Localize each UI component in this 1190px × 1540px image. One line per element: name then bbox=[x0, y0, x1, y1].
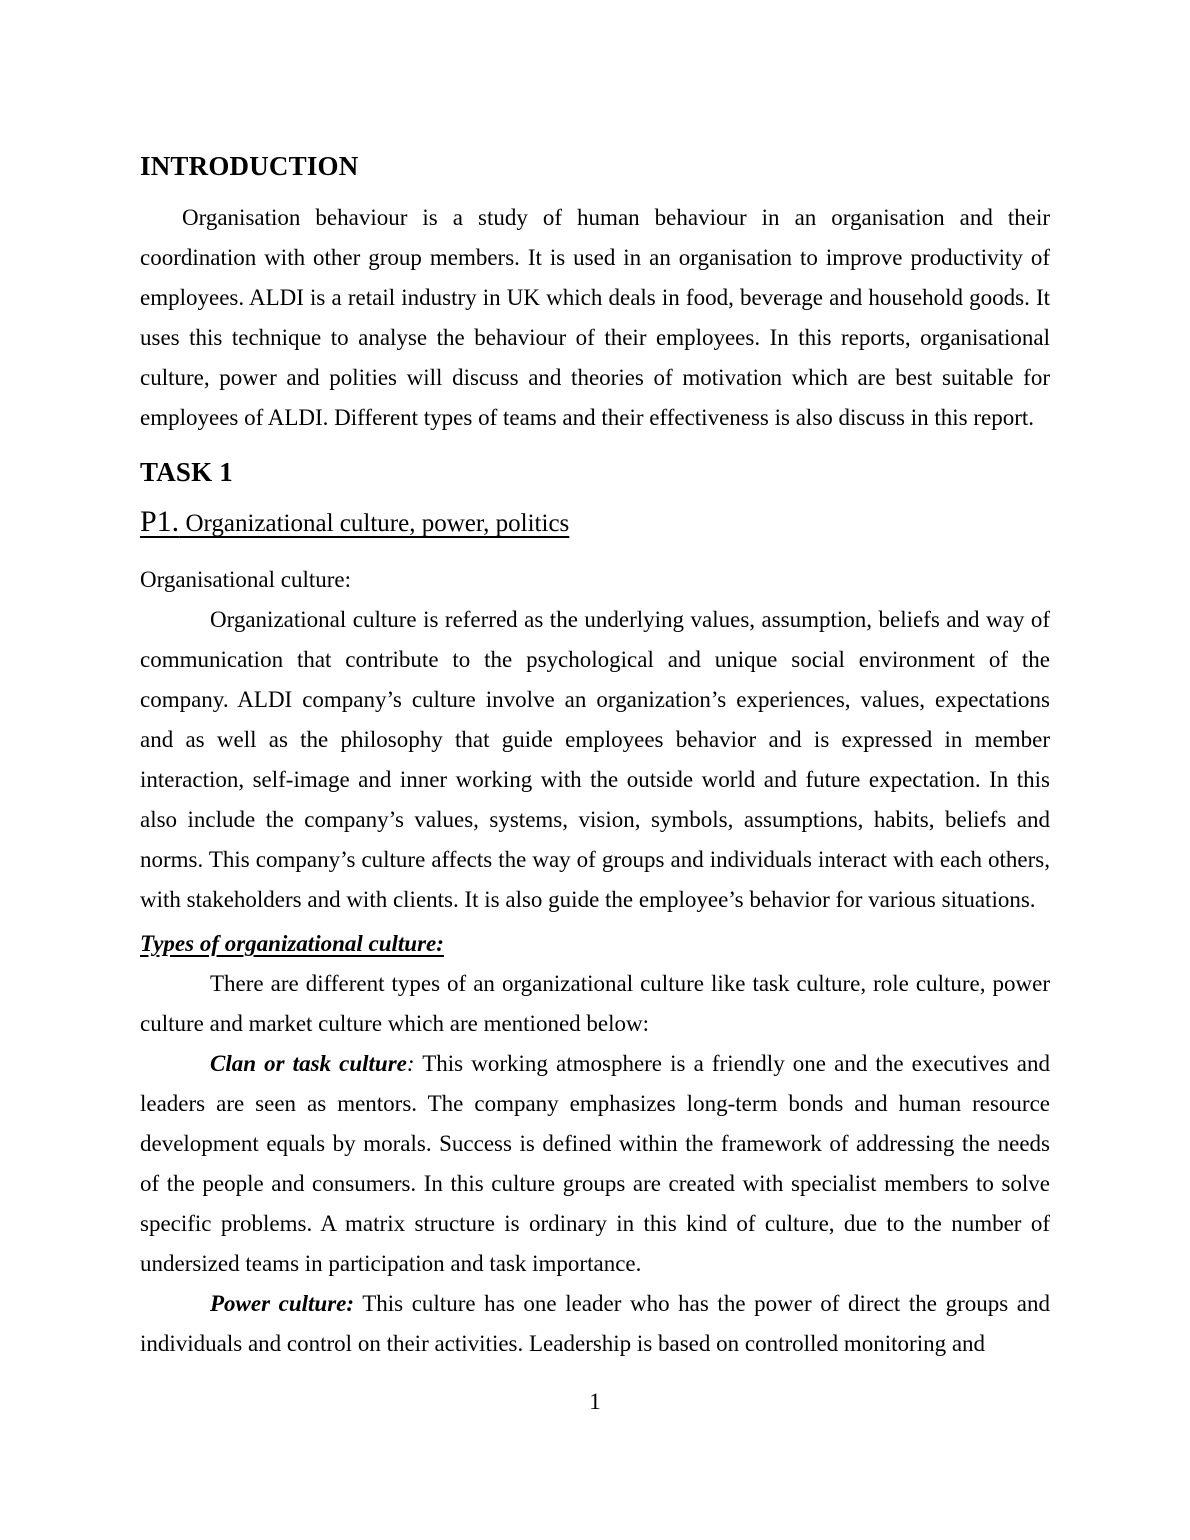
power-culture-text: This culture has one leader who has the power of direct the groups and individuals and control on their activities. Leadership is based on controlled monitoring and bbox=[140, 1291, 1050, 1356]
introduction-heading: INTRODUCTION bbox=[140, 151, 359, 181]
p1-section-heading bbox=[140, 504, 1050, 542]
task-1-heading: TASK 1 bbox=[140, 457, 233, 487]
organisational-culture-paragraph: Organizational culture is referred as the underlying values, assumption, beliefs and way of communication that contribute to the psychological and unique social environment of the company. ALDI company’s culture involve an organization’s experiences, values, expectations and as well as the philosophy that guide employees behavior and is expressed in member interaction, self-image and inner working with the outside world and future expectation. In this also include the company’s values, systems, vision, symbols, assumptions, habits, beliefs and norms. This company’s culture affects the way of groups and individuals interact with each others, with stakeholders and with clients. It is also guide the employee’s behavior for various situations. bbox=[140, 607, 1050, 912]
types-intro-paragraph: There are different types of an organizational culture like task culture, role culture, power culture and market culture which are mentioned below: bbox=[140, 971, 1050, 1036]
p1-heading-prefix: P1. bbox=[140, 505, 180, 538]
clan-task-culture-colon: : bbox=[406, 1051, 415, 1076]
power-culture-paragraph bbox=[140, 1284, 1050, 1364]
p1-heading-title: Organizational culture, power, politics bbox=[179, 510, 570, 537]
clan-task-culture-lead: Clan or task culture bbox=[210, 1051, 407, 1076]
clan-task-culture-text: This working atmosphere is a friendly one and the executives and leaders are seen as mentors. The company emphasizes long-term bonds and human resource development equals by morals. Success is defined within the framework of addressing the needs of the people and consumers. In this culture groups are created with specialist members to solve specific problems. A matrix structure is ordinary in this kind of culture, due to the number of undersized teams in participation and task importance. bbox=[140, 1051, 1051, 1276]
clan-task-culture-paragraph bbox=[140, 1044, 1050, 1284]
page-number: 1 bbox=[589, 1389, 601, 1414]
organisational-culture-label: Organisational culture: bbox=[140, 567, 351, 592]
introduction-paragraph: Organisation behaviour is a study of human behaviour in an organisation and their coordination with other group members. It is used in an organisation to improve productivity of employees. ALDI is a retail industry in UK which deals in food, beverage and household goods. It uses this technique to analyse the behaviour of their employees. In this reports, organisational culture, power and polities will discuss and theories of motivation which are best suitable for employees of ALDI. Different types of teams and their effectiveness is also discuss in this report. bbox=[140, 205, 1050, 430]
power-culture-lead: Power culture: bbox=[210, 1291, 355, 1316]
types-of-culture-heading: Types of organizational culture: bbox=[140, 931, 444, 956]
